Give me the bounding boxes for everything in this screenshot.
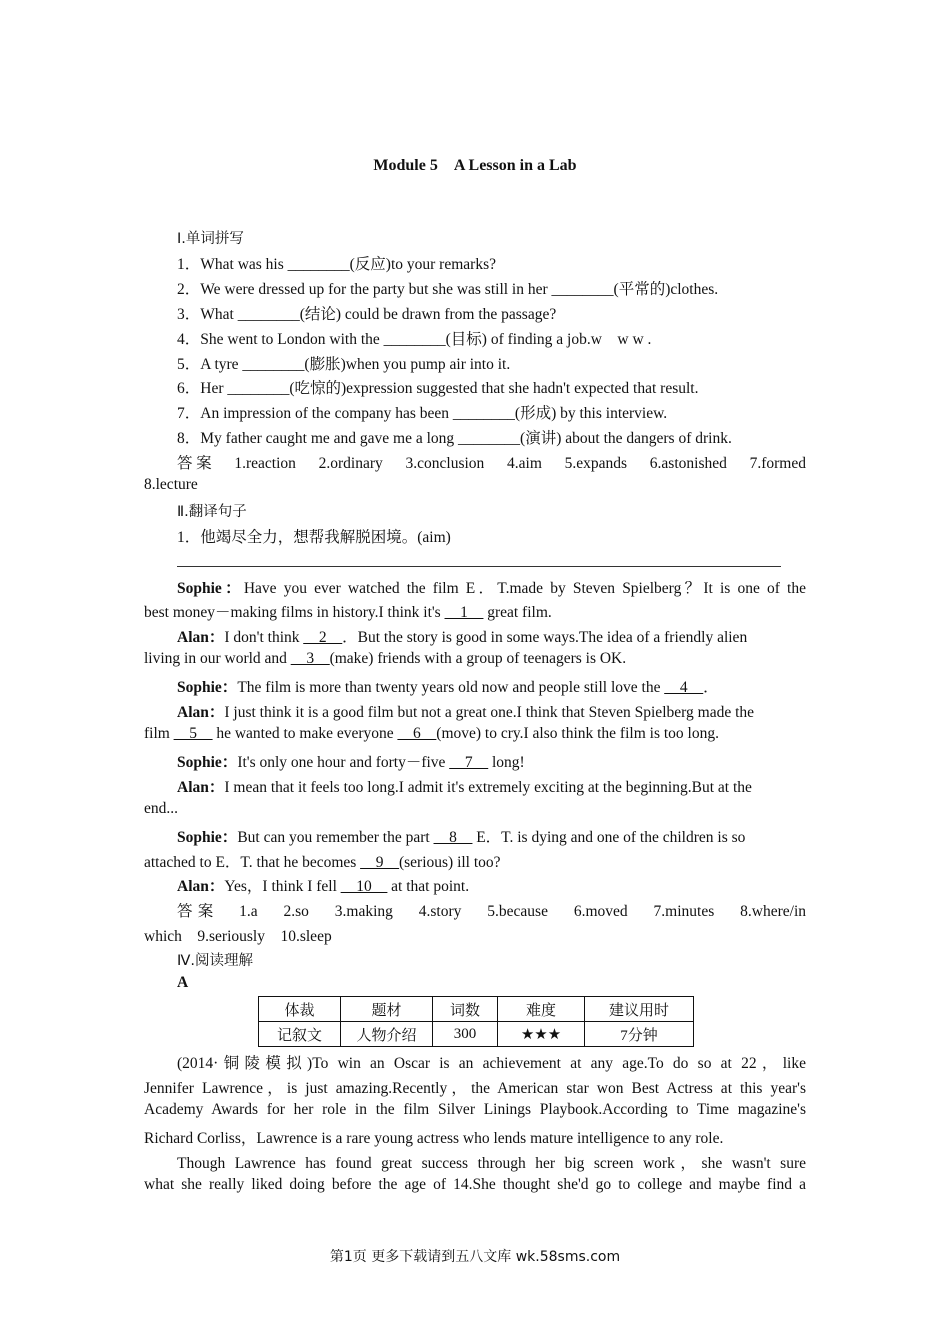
vocab-item-4: 4．She went to London with the ________(目标) of finding a job.w w w . — [177, 331, 652, 348]
table-cell: ★★★ — [498, 1022, 585, 1047]
table-header-row — [259, 997, 694, 1022]
table-cell: 300 — [433, 1022, 498, 1047]
speaker-sophie: Sophie： — [177, 754, 238, 771]
blank-2: __2__ — [303, 629, 343, 646]
speaker-sophie: Sophie： — [177, 829, 238, 846]
section-4-heading: Ⅳ.阅读理解 — [177, 953, 253, 969]
dialogue-text: Have you ever watched the film E．T.made by Steven Spielberg？It is one of the — [243, 580, 806, 597]
section-1-heading: Ⅰ.单词拼写 — [177, 231, 244, 247]
dialogue-text: (make) friends with a group of teenagers is OK. — [329, 650, 627, 667]
speaker-alan: Alan： — [177, 704, 225, 721]
passage-label: A — [177, 974, 189, 991]
speaker-alan: Alan： — [177, 779, 225, 796]
vocab-item-7: 7．An impression of the company has been ________(形成) by this interview. — [177, 405, 668, 422]
dialogue-answer-text: 答案 1.a 2.so 3.making 4.story 5.because 6.moved 7.minutes 8.where/in — [177, 903, 806, 920]
blank-6: __6__ — [397, 725, 437, 742]
dialogue-line-3 — [177, 625, 747, 647]
table-header-cell: 体裁 — [259, 997, 341, 1022]
passage-p1-line-1 — [177, 1051, 806, 1073]
passage-text: Though Lawrence has found great success through her big screen work，she wasn't sure — [177, 1155, 806, 1172]
dialogue-line-4 — [144, 650, 806, 668]
vocab-item-8: 8．My father caught me and gave me a long ________(演讲) about the dangers of drink. — [177, 430, 732, 447]
dialogue-line-13 — [177, 874, 469, 896]
speaker-sophie: Sophie： — [177, 679, 238, 696]
dialogue-text: he wanted to make everyone — [212, 725, 398, 742]
vocab-answer-line-2: 8.lecture — [144, 476, 198, 493]
dialogue-text: best money－making films in history.I think it's — [144, 604, 445, 621]
dialogue-text: The film is more than twenty years old now and people still love the — [237, 679, 665, 696]
section-2-heading: Ⅱ.翻译句子 — [177, 504, 247, 520]
table-cell: 7分钟 — [585, 1022, 694, 1047]
table-header-cell: 建议用时 — [585, 997, 694, 1022]
dialogue-text: I just think it is a good film but not a great one.I think that Steven Spielberg made the — [224, 704, 755, 721]
dialogue-line-10: end... — [144, 800, 179, 817]
speaker-sophie: Sophie： — [177, 580, 244, 597]
vocab-answer-text: 答案 1.reaction 2.ordinary 3.conclusion 4.aim 5.expands 6.astonished 7.formed — [177, 455, 806, 472]
vocab-item-1: 1．What was his ________(反应)to your remarks? — [177, 256, 496, 273]
passage-p2-line-2: what she really liked doing before the age of 14.She thought she'd go to college and maybe find a — [144, 1176, 806, 1193]
vocab-item-2: 2．We were dressed up for the party but she was still in her ________(平常的)clothes. — [177, 281, 719, 298]
dialogue-text: at that point. — [387, 878, 470, 895]
dialogue-line-9 — [177, 775, 752, 797]
dialogue-text: But can you remember the part — [237, 829, 434, 846]
dialogue-text: ． — [703, 679, 719, 696]
passage-info-table — [258, 996, 694, 1047]
dialogue-text: great film. — [483, 604, 552, 621]
blank-4: __4__ — [664, 679, 704, 696]
passage-p1-line-3: Academy Awards for her role in the film Silver Linings Playbook.According to Time magazine's — [144, 1101, 806, 1118]
blank-10: __10__ — [340, 878, 388, 895]
blank-3: __3__ — [290, 650, 330, 667]
dialogue-text: Yes，I think I fell — [224, 878, 341, 895]
dialogue-text: long! — [488, 754, 525, 771]
answer-rule-line — [177, 566, 781, 567]
dialogue-answer-line-2: which 9.seriously 10.sleep — [144, 928, 332, 945]
table-header-cell: 词数 — [433, 997, 498, 1022]
dialogue-line-2 — [144, 600, 806, 622]
page-footer: 第1页 更多下载请到五八文库 wk.58sms.com — [329, 1249, 621, 1265]
blank-8: __8__ — [433, 829, 473, 846]
blank-5: __5__ — [173, 725, 213, 742]
passage-text: (2014·铜陵模拟)To win an Oscar is an achievement at any age.To do so at 22，like — [177, 1055, 806, 1072]
dialogue-line-6 — [177, 700, 754, 722]
dialogue-answer-line-1 — [177, 899, 806, 921]
dialogue-text: I don't think — [224, 629, 304, 646]
table-header-cell: 题材 — [341, 997, 433, 1022]
dialogue-text: ．But the story is good in some ways.The idea of a friendly alien — [342, 629, 748, 646]
translate-item-1: 1．他竭尽全力，想帮我解脱困境。(aim) — [177, 529, 451, 546]
dialogue-line-12 — [144, 850, 806, 872]
passage-p2-line-1 — [177, 1151, 806, 1173]
dialogue-text: (serious) ill too? — [398, 854, 501, 871]
dialogue-line-1 — [177, 576, 806, 598]
passage-p1-line-2: Jennifer Lawrence，is just amazing.Recently，the American star won Best Actress at this year's — [144, 1080, 806, 1097]
dialogue-line-8 — [177, 750, 525, 772]
dialogue-line-5 — [177, 675, 719, 697]
dialogue-text: living in our world and — [144, 650, 291, 667]
dialogue-text: I mean that it feels too long.I admit it's extremely exciting at the beginning.But at the — [224, 779, 752, 796]
speaker-alan: Alan： — [177, 629, 225, 646]
blank-1: __1__ — [444, 604, 484, 621]
dialogue-line-11 — [177, 825, 745, 847]
vocab-answer-line-1 — [177, 451, 806, 473]
dialogue-text: attached to E．T. that he becomes — [144, 854, 361, 871]
vocab-item-5: 5．A tyre ________(膨胀)when you pump air into it. — [177, 356, 511, 373]
dialogue-text: film — [144, 725, 174, 742]
table-header-cell: 难度 — [498, 997, 585, 1022]
vocab-item-6: 6．Her ________(吃惊的)expression suggested that she hadn't expected that result. — [177, 380, 699, 397]
dialogue-text: It's only one hour and forty－five — [237, 754, 450, 771]
dialogue-line-7 — [144, 725, 806, 743]
speaker-alan: Alan： — [177, 878, 225, 895]
table-row — [259, 1022, 694, 1047]
dialogue-text: E．T. is dying and one of the children is so — [472, 829, 746, 846]
page-title: Module 5 A Lesson in a Lab — [373, 157, 577, 174]
table-cell: 记叙文 — [259, 1022, 341, 1047]
passage-p1-line-4: Richard Corliss，Lawrence is a rare young actress who lends mature intelligence to any role. — [144, 1130, 724, 1147]
blank-7: __7__ — [449, 754, 489, 771]
blank-9: __9__ — [360, 854, 399, 871]
dialogue-text: (move) to cry.I also think the film is too long. — [436, 725, 719, 742]
table-cell: 人物介绍 — [341, 1022, 433, 1047]
vocab-item-3: 3．What ________(结论) could be drawn from the passage? — [177, 306, 557, 323]
